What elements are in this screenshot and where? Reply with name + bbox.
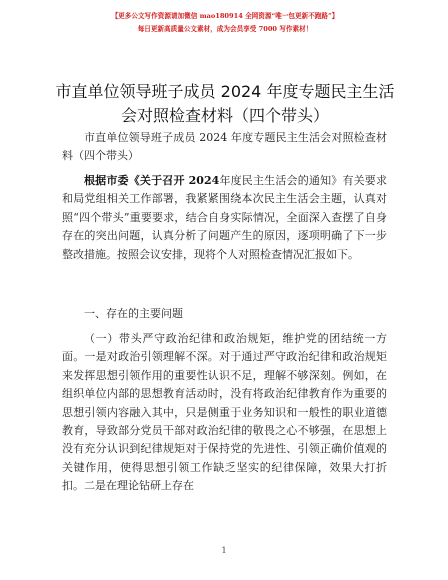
promo-banner (60, 10, 390, 36)
intro-line-2: 查材料（四个带头） (62, 131, 387, 163)
promo-line-2: 每日更新高质量公文素材，成为会员享受 7000 写作素材！ (137, 25, 313, 33)
promo-line-1: 【更多公文写作资源请加微信 mao180914 全网资源“唯一包更新不跑路”】 (111, 12, 339, 20)
section-paragraph (62, 330, 387, 496)
intro-line-1: 市直单位领导班子成员 2024 年度专题民主生活会对照检 (84, 131, 365, 144)
title-line-1: 市直单位领导班子成员 2024 年度专题民主生活 (55, 82, 395, 101)
main-paragraph-lead: 根据市委《关于召开 2024 (84, 174, 220, 187)
main-paragraph (62, 172, 387, 264)
title-line-2: 会对照检查材料（四个带头） (120, 106, 329, 125)
intro-paragraph (62, 129, 387, 166)
section-paragraph-text: （一）带头严守政治纪律和政治规矩，维护党的团结统一方面。一是对政治引领理解不深。对于通过严守政治纪律和政治规矩来发挥思想引领作用的重要性认识不足，理解不够深刻。例如，在组织单位内部的思想教育活动时，没有将政治纪律教育作为重要的思想引领内容融入其中，只是侧重于业务知识和一般性的职业道德教育，导致部分党员干部对政治纪律的敬畏之心不够强，在思想上没有充分认识到纪律规矩对于保持党的先进性、引领正确价值观的关键作用，使得思想引领工作缺乏坚实的纪律保障，效果大打折扣。二是在理论钻研上存在 (62, 332, 387, 493)
main-paragraph-text: 年度民主生活会的通知》有关要求和局党组相关工作部署，我紧紧围绕本次民主生活会主题，认真对照“四个带头”重要要求，结合自身实际情况，全面深入查摆了自身存在的突出问题，认真分析了问题产生的原因，逐项明确了下一步整改措施。按照会议安排，现将个人对照检查情况汇报如下。 (62, 174, 387, 261)
section-heading: 一、存在的主要问题 (84, 307, 183, 320)
document-title (50, 80, 400, 128)
page-number: 1 (221, 546, 227, 555)
